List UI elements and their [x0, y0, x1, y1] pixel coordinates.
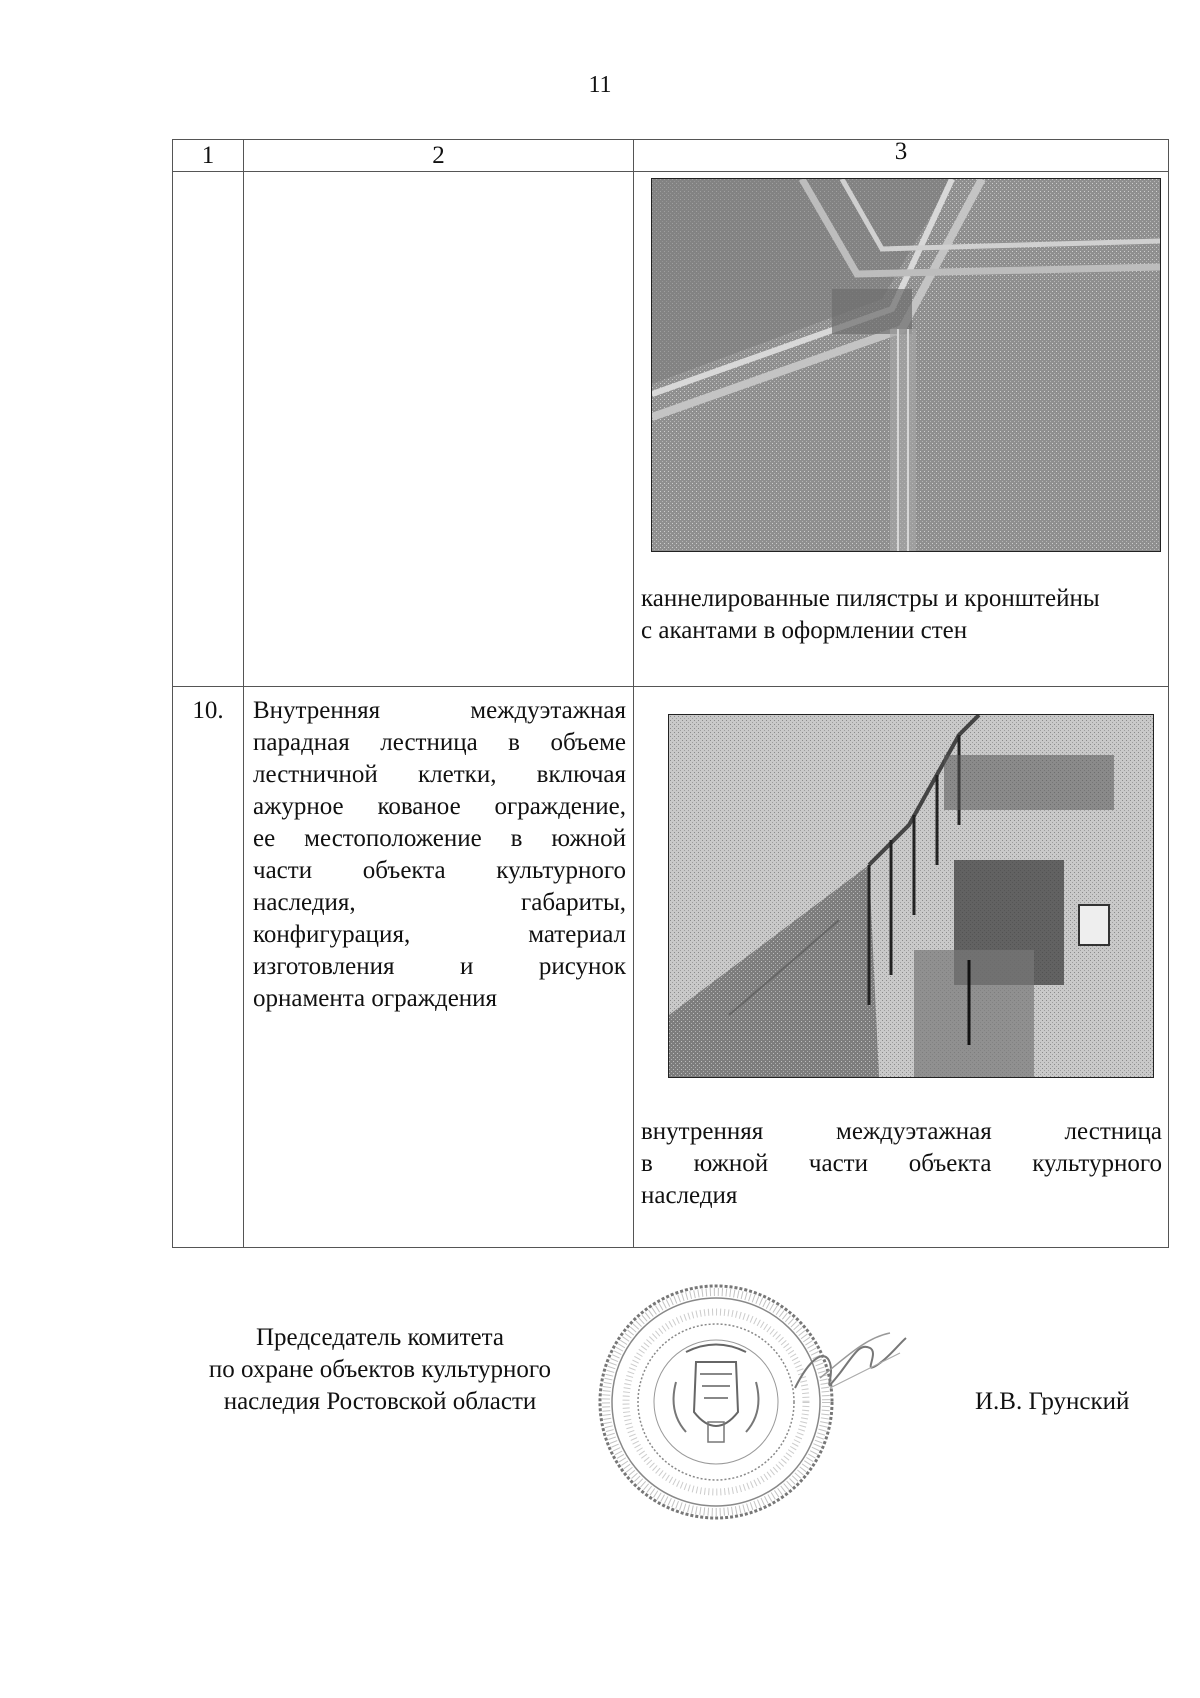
- page-number: 11: [588, 72, 612, 98]
- description-line: парадная лестница в объеме: [253, 729, 626, 756]
- signatory-title-line: Председатель комитета: [256, 1324, 504, 1351]
- row-description: [244, 687, 634, 1248]
- table-row: [173, 172, 1169, 687]
- caption-line: в южной части объекта культурного: [641, 1150, 1162, 1177]
- caption-line: с акантами в оформлении стен: [641, 617, 968, 644]
- photo-caption: [634, 1116, 1168, 1247]
- handwritten-signature: [790, 1318, 910, 1408]
- description-line: лестничной клетки, включая: [253, 761, 626, 788]
- table-row: [173, 687, 1169, 1248]
- table-header-row: [173, 140, 1169, 172]
- header-col-2: 2: [244, 140, 634, 172]
- description-line: Внутренняя междуэтажная: [253, 697, 626, 724]
- row-description: [244, 172, 634, 687]
- description-line: орнамента ограждения: [253, 985, 498, 1012]
- caption-line: внутренняя междуэтажная лестница: [641, 1118, 1162, 1145]
- signatory-name: И.В. Грунский: [975, 1388, 1130, 1415]
- signatory-title: [170, 1322, 590, 1418]
- caption-line: наследия: [641, 1182, 738, 1209]
- staircase-photo: [668, 714, 1154, 1078]
- row-photo-cell: [634, 687, 1169, 1248]
- description-line: части объекта культурного: [253, 857, 626, 884]
- heritage-table: [172, 139, 1169, 1248]
- signatory-title-line: наследия Ростовской области: [223, 1388, 537, 1415]
- description-line: ее местоположение в южной: [253, 825, 626, 852]
- cornice-pilaster-photo: [651, 178, 1161, 552]
- photo-caption: [634, 583, 1168, 686]
- header-col-1: 1: [173, 140, 244, 172]
- row-number: 10.: [173, 687, 244, 1248]
- description-line: конфигурация, материал: [253, 921, 626, 948]
- caption-line: каннелированные пилястры и кронштейны: [641, 585, 1100, 612]
- row-photo-cell: [634, 172, 1169, 687]
- row-number: [173, 172, 244, 687]
- header-col-3: 3: [634, 140, 1169, 172]
- signatory-title-line: по охране объектов культурного: [208, 1356, 552, 1383]
- description-line: ажурное кованое ограждение,: [253, 793, 626, 820]
- description-line: изготовления и рисунок: [253, 953, 626, 980]
- description-line: наследия, габариты,: [253, 889, 626, 916]
